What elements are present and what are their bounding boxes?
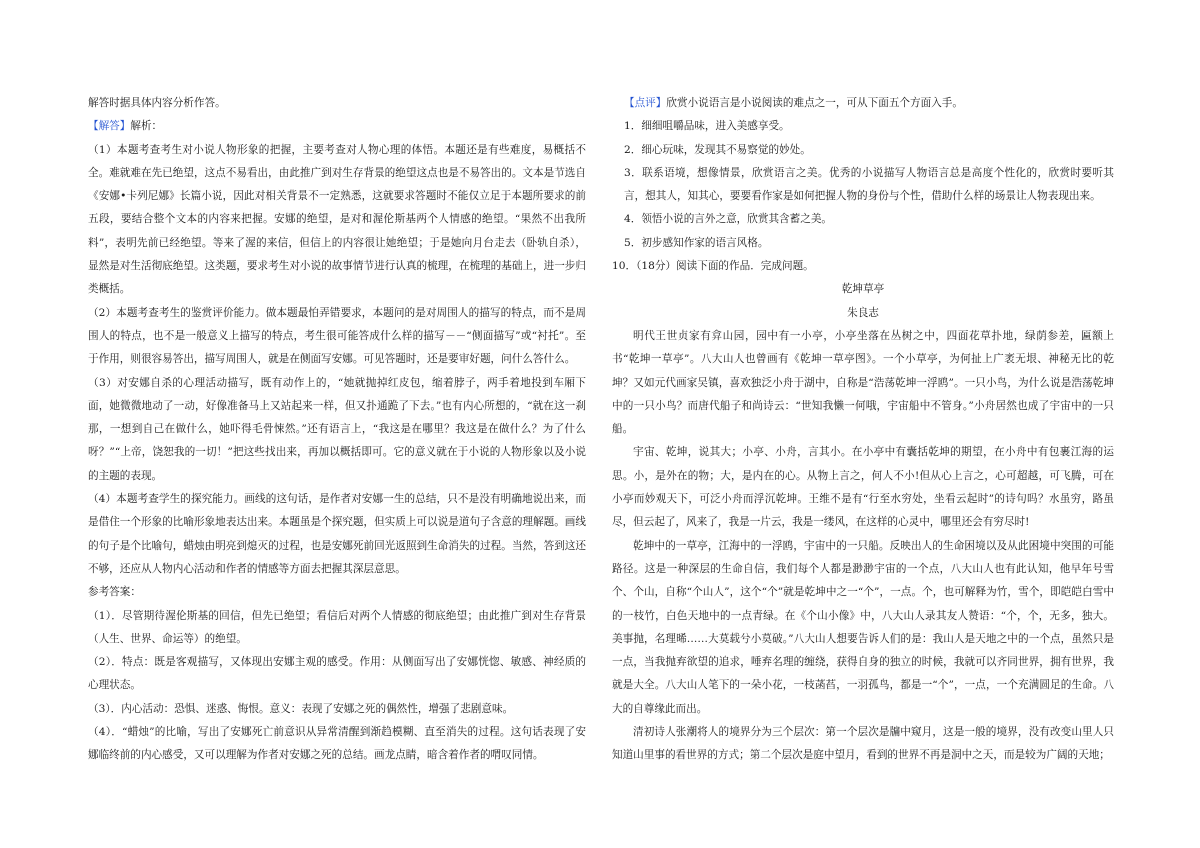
reference-answer-4: （4）．“蜡烛”的比喻，写出了安娜死亡前意识从异常清醒到渐趋模糊、直至消失的过程。这句话表现了安娜临终前的内心感受，又可以理解为作者对安娜之死的总结。画龙点睛，暗含着作者的喟叹同情。	[88, 726, 586, 762]
analysis-paragraph-3: （3）对安娜自杀的心理活动描写，既有动作上的，“她就抛掉红皮包，缩着脖子，两手着地投到车厢下面，她微微地动了一动，好像准备马上又站起来一样，但又扑通跪了下去。”也有内心所想的，“就在这一刹那，一想到自己在做什么，她吓得毛骨悚然。”还有语言上，“我这是在哪里？我这是在做什么？为了什么呀？”“上帝，饶恕我的一切！”把这些找出来，再加以概括即可。它的意义就在于小说的人物形象以及小说的主题的表现。	[88, 376, 586, 482]
analysis-paragraph-2: （2）本题考查考生的鉴赏评价能力。做本题最怕弄错要求，本题问的是对周围人的描写的特点，而不是周围人的特点，也不是一般意义上描写的特点，考生很可能答成什么样的描写－－“侧面描写”或“衬托”。至于作用，则很容易答出，描写周围人，就是在侧面写安娜。可见答题时，还是要审好题，问什么答什么。	[88, 306, 586, 366]
article-paragraph-1: 明代王世贞家有弇山园，园中有一小亭，小亭坐落在丛树之中，四面花草扑地，绿荫参差，匾额上书“乾坤一草亭”。八大山人也曾画有《乾坤一草亭图》。一个小草亭，为何扯上广袤无垠、神秘无比的乾坤？又如元代画家吴镇，喜欢独泛小舟于湖中，自称是“浩荡乾坤一浮鸥”。一只小鸟，为什么说是浩荡乾坤中的一只小鸟？而唐代船子和尚诗云：“世知我懒一何哦，宇宙船中不管身。”小舟居然也成了宇宙中的一只船。	[612, 329, 1114, 436]
tip-5: 5．初步感知作家的语言风格。	[624, 236, 769, 249]
article-author: 朱良志	[847, 306, 879, 319]
tip-4: 4．领悟小说的言外之意，欣赏其含蓄之美。	[624, 213, 833, 226]
article-paragraph-2: 宇宙、乾坤，说其大；小亭、小舟，言其小。在小亭中有囊括乾坤的期望，在小舟中有包裹江海的运思。小，是外在的物；大，是内在的心。从物上言之，何人不小!但从心上言之，心可超越，可飞腾，可在小亭而妙观天下，可泛小舟而浮沉乾坤。王维不是有“行至水穷处，坐看云起时”的诗句吗？水虽穷，路虽尽，但云起了，风来了，我是一片云，我是一缕风，在这样的心灵中，哪里还会有穷尽时!	[612, 446, 1114, 529]
tip-2: 2．细心玩味，发现其不易察觉的妙处。	[624, 143, 811, 156]
analysis-paragraph-1: （1）本题考查考生对小说人物形象的把握，主要考查对人物心理的体悟。本题还是有些难度，易概括不全。难就难在先已绝望，这点不易看出，由此推广到对生存背景的绝望这点也是不易答出的。文本是节选自《安娜•卡列尼娜》长篇小说，因此对相关背景不一定熟悉，这就要求答题时不能仅立足于本题所要求的前五段，要结合整个文本的内容来把握。安娜的绝望，是对和渥伦斯基两个人情感的绝望。“果然不出我所料”，表明先前已经绝望。等来了渥的来信，但信上的内容很让她绝望；于是她向月台走去（卧轨自杀），显然是对生活彻底绝望。这类题，要求考生对小说的故事情节进行认真的梳理，在梳理的基础上，进一步归类概括。	[88, 143, 586, 296]
article-paragraph-4: 清初诗人张潮将人的境界分为三个层次：第一个层次是牖中窥月，这是一般的境界，没有改变山里人只知道山里事的看世界的方式；第二个层次是庭中望月，看到的世界不再是洞中之天，而是较为广阔的天地；	[612, 726, 1114, 762]
comment-header	[612, 92, 1114, 115]
right-column	[612, 92, 1114, 768]
analysis-paragraph-4: （4）本题考查学生的探究能力。画线的这句话，是作者对安娜一生的总结，只不是没有明确地说出来，而是借住一个形象的比喻形象地表达出来。本题虽是个探究题，但实质上可以说是道句子含意的理解题。画线的句子是个比喻句，蜡烛由明亮到熄灭的过程，也是安娜死前回光返照到生命消失的过程。当然，答到这还不够，还应从人物内心活动和作者的情感等方面去把握其深层意思。	[88, 493, 586, 575]
left-column	[88, 92, 586, 768]
reference-answer-1: （1）．尽管期待渥伦斯基的回信，但先已绝望；看信后对两个人情感的彻底绝望；由此推广到对生存背景（人生、世界、命运等）的绝望。	[88, 609, 586, 645]
tip-1: 1．细细咀嚼品味，进入美感享受。	[624, 120, 790, 133]
comment-tag: 【点评】	[624, 97, 667, 109]
reference-answer-3: （3）．内心活动：恐惧、迷惑、悔恨。意义：表现了安娜之死的偶然性，增强了悲剧意味。	[88, 702, 514, 715]
tip-3: 3．联系语境，想像情景，欣赏语言之美。优秀的小说描写人物语言总是高度个性化的，欣赏时要听其言，想其人，知其心，要要看作家是如何把握人物的身份与个性，借助什么样的场景让人物表现出来。	[624, 166, 1114, 203]
question-10: 10．（18分）阅读下面的作品．完成问题。	[612, 260, 814, 273]
comment-text: 欣赏小说语言是小说阅读的难点之一，可从下面五个方面入手。	[666, 97, 963, 109]
reference-answer-heading: 参考答案：	[88, 586, 141, 599]
answer-header	[88, 115, 586, 138]
intro-line: 解答时据具体内容分析作答。	[88, 97, 226, 109]
answer-tag: 【解答】	[88, 120, 131, 133]
article-title: 乾坤草亭	[841, 283, 885, 296]
article-paragraph-3: 乾坤中的一草亭，江海中的一浮鸥，宇宙中的一只船。反映出人的生命困境以及从此困境中突围的可能路径。这是一种深层的生命自信，我们每个人都是渺渺宇宙的一个点，八大山人也有此认知，他早年号雪个、个山，自称“个山人”，这个“个”就是乾坤中之一“个”，一点。个，也可解释为竹，雪个，即皑皑白雪中的一枝竹，白色天地中的一点青绿。在《个山小像》中，八大山人录其友人赞语：“个，个，无多，独大。美事抛，名理晞……大莫载兮小莫破。”八大山人想要告诉人们的是：我山人是天地之中的一个点，虽然只是一点，当我抛弃欲望的追求，唾弃名理的缠绕，获得自身的独立的时候，我就可以齐同世界，拥有世界，我就是大全。八大山人笔下的一朵小花，一枝菡萏，一羽孤鸟，都是一“个”，一点，一个充满圆足的生命。八大的自尊缘此而出。	[612, 539, 1114, 715]
answer-header-text: 解析：	[130, 120, 163, 133]
reference-answer-2: （2）．特点：既是客观描写，又体现出安娜主观的感受。作用：从侧面写出了安娜恍惚、敏感、神经质的心理状态。	[88, 656, 586, 692]
